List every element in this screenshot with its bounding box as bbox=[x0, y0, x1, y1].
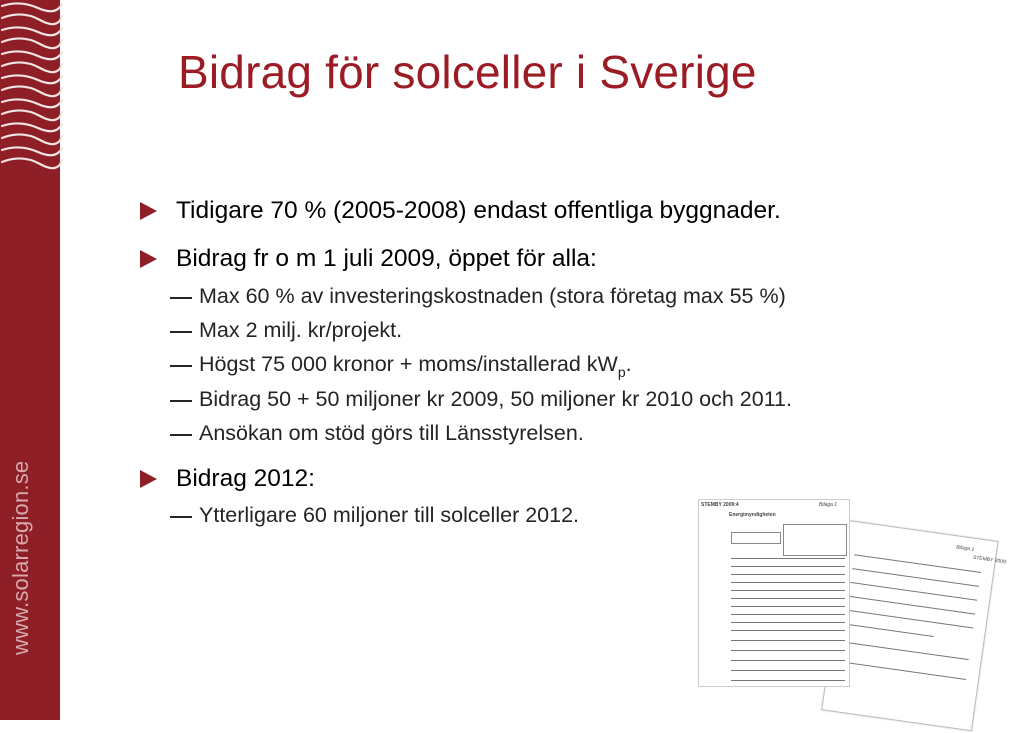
bullet-1-text: Tidigare 70 % (2005-2008) endast offentliga byggnader. bbox=[176, 197, 781, 224]
form-back-code: STEMBY 2009: bbox=[972, 554, 1008, 566]
subscript-p: p bbox=[617, 364, 626, 380]
arrow-bullet-icon bbox=[140, 470, 157, 488]
dash-bullet-icon bbox=[170, 516, 192, 518]
bullet-1 bbox=[176, 197, 781, 225]
dash-bullet-icon bbox=[170, 400, 192, 402]
form-front-code: STEMBY 2009:4 bbox=[701, 502, 739, 508]
sidebar bbox=[0, 0, 60, 720]
sub-bullet-2-2 bbox=[199, 318, 402, 343]
dash-bullet-icon bbox=[170, 331, 192, 333]
bullet-2 bbox=[176, 245, 597, 273]
bullet-2-text: Bidrag fr o m 1 juli 2009, öppet för alla: bbox=[176, 245, 597, 272]
sub-bullet-text: Bidrag 50 + 50 miljoner kr 2009, 50 miljoner kr 2010 och 2011. bbox=[199, 387, 792, 411]
bullet-3 bbox=[176, 465, 315, 493]
sub-bullet-2-1 bbox=[199, 284, 786, 309]
dash-bullet-icon bbox=[170, 297, 192, 299]
website-url-text: www.solarregion.se bbox=[8, 460, 33, 655]
bullet-3-text: Bidrag 2012: bbox=[176, 465, 315, 492]
form-front-appendix: Bilaga 1 bbox=[819, 502, 838, 508]
dash-bullet-icon bbox=[170, 365, 192, 367]
application-form-images bbox=[690, 495, 1008, 720]
arrow-bullet-icon bbox=[140, 250, 157, 268]
sub-bullet-text: Max 2 milj. kr/projekt. bbox=[199, 318, 403, 342]
sub-bullet-2-4 bbox=[199, 387, 792, 412]
arrow-bullet-icon bbox=[140, 202, 157, 220]
wave-lines-decoration bbox=[0, 0, 60, 180]
sub-bullet-3-1 bbox=[199, 503, 579, 528]
sub-bullet-text: Ansökan om stöd görs till Länsstyrelsen. bbox=[199, 421, 584, 445]
form-front-agency: Energimyndigheten bbox=[729, 512, 776, 518]
application-form-front bbox=[698, 499, 850, 687]
sub-bullet-text: Ytterligare 60 miljoner till solceller 2012. bbox=[199, 503, 580, 527]
sub-bullet-text: Max 60 % av investeringskostnaden (stora företag max 55 %) bbox=[199, 284, 786, 308]
dash-bullet-icon bbox=[170, 434, 192, 436]
website-url bbox=[8, 461, 34, 655]
sub-bullet-2-5 bbox=[199, 421, 584, 446]
sub-bullet-tail: . bbox=[625, 352, 632, 376]
slide-title: Bidrag för solceller i Sverige bbox=[178, 46, 757, 98]
sub-bullet-text: Högst 75 000 kronor + moms/installerad kW bbox=[199, 352, 618, 376]
sub-bullet-2-3 bbox=[199, 352, 632, 380]
form-back-appendix: Bilaga 1 bbox=[955, 544, 975, 553]
